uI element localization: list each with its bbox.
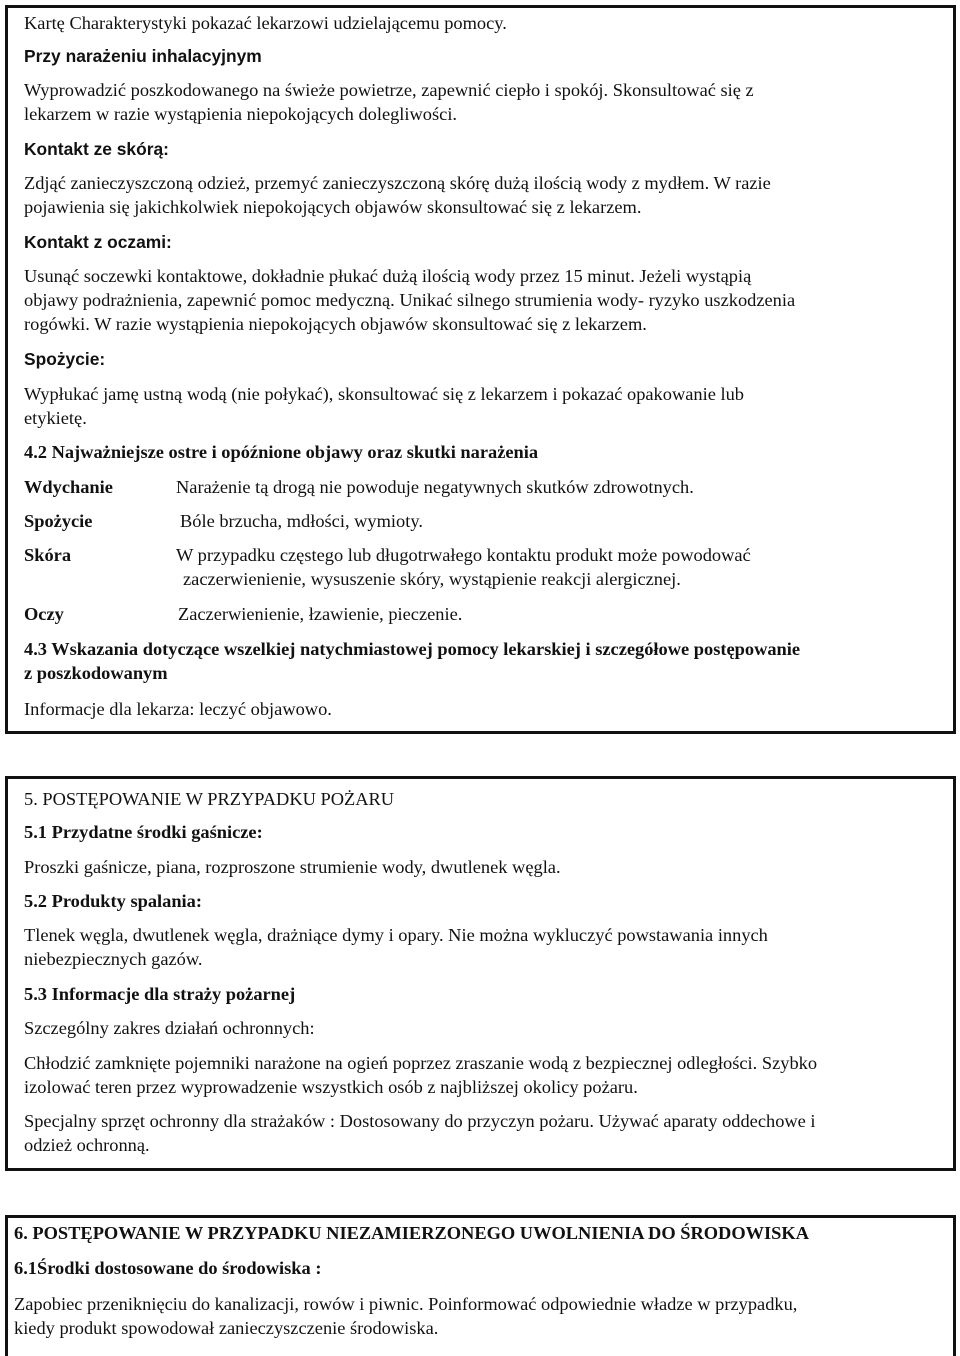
skin-contact-text-line: pojawienia się jakichkolwiek niepokojących objawów skonsultować się z lekarzem. <box>24 197 642 217</box>
section-5-3-text-line: izolować teren przez wyprowadzenie wszystkich osób z najbliższej okolicy pożaru. <box>24 1077 638 1097</box>
section-4-3-text: Informacje dla lekarza: leczyć objawowo. <box>24 699 332 719</box>
section-5-heading: 5. POSTĘPOWANIE W PRZYPADKU POŻARU <box>24 789 395 809</box>
symptom-label: Wdychanie <box>24 477 113 497</box>
intro-text: Kartę Charakterystyki pokazać lekarzowi udzielającemu pomocy. <box>24 13 507 33</box>
ingestion-text-line: etykietę. <box>24 408 87 428</box>
section-5-3-equipment-line: Specjalny sprzęt ochronny dla strażaków : Dostosowany do przyczyn pożaru. Używać aparaty oddechowe i <box>24 1111 816 1131</box>
section-5-1-text: Proszki gaśnicze, piana, rozproszone strumienie wody, dwutlenek węgla. <box>24 857 561 877</box>
section-4-3-heading: 4.3 Wskazania dotyczące wszelkiej natychmiastowej pomocy lekarskiej i szczegółowe postępowanie <box>24 639 801 659</box>
skin-contact-text-line: Zdjąć zanieczyszczoną odzież, przemyć zanieczyszczoną skórę dużą ilością wody z mydłem. W razie <box>24 173 771 193</box>
section-5-3-heading: 5.3 Informacje dla straży pożarnej <box>24 984 296 1004</box>
symptom-label: Oczy <box>24 604 64 624</box>
eye-contact-heading: Kontakt z oczami: <box>24 232 172 252</box>
symptom-text: W przypadku częstego lub długotrwałego kontaktu produkt może powodować <box>176 545 751 565</box>
ingestion-text-line: Wypłukać jamę ustną wodą (nie połykać), skonsultować się z lekarzem i pokazać opakowanie lub <box>24 384 744 404</box>
section-5-3-text-line: Chłodzić zamknięte pojemniki narażone na ogień poprzez zraszanie wodą z bezpiecznej odległości. Szybko <box>24 1053 818 1073</box>
section-6-1-text-line: kiedy produkt spowodował zanieczyszczenie środowiska. <box>14 1318 439 1338</box>
section-5-2-text-line: niebezpiecznych gazów. <box>24 949 203 969</box>
section-6-1-text-line: Zapobiec przeniknięciu do kanalizacji, rowów i piwnic. Poinformować odpowiednie władze w przypadku, <box>14 1294 798 1314</box>
eye-contact-text-line: rogówki. W razie wystąpienia niepokojących objawów skonsultować się z lekarzem. <box>24 314 647 334</box>
section-5-2-text-line: Tlenek węgla, dwutlenek węgla, drażniące dymy i opary. Nie można wykluczyć powstawania innych <box>24 925 768 945</box>
symptom-label: Skóra <box>24 545 72 565</box>
eye-contact-text-line: objawy podrażnienia, zapewnić pomoc medyczną. Unikać silnego strumienia wody- ryzyko uszkodzenia <box>24 290 796 310</box>
eye-contact-text-line: Usunąć soczewki kontaktowe, dokładnie płukać dużą ilością wody przez 15 minut. Jeżeli wystąpią <box>24 266 752 286</box>
skin-contact-heading: Kontakt ze skórą: <box>24 139 169 159</box>
inhalation-text-line: Wyprowadzić poszkodowanego na świeże powietrze, zapewnić ciepło i spokój. Skonsultować się z <box>24 80 754 100</box>
section-5-1-heading: 5.1 Przydatne środki gaśnicze: <box>24 822 263 842</box>
section-5-3-equipment-line: odzież ochronną. <box>24 1135 150 1155</box>
section-5-3-subheading: Szczególny zakres działań ochronnych: <box>24 1018 315 1038</box>
symptom-text: Zaczerwienienie, łzawienie, pieczenie. <box>178 604 463 624</box>
inhalation-heading: Przy narażeniu inhalacyjnym <box>24 46 262 66</box>
section-5-2-heading: 5.2 Produkty spalania: <box>24 891 202 911</box>
section-6-heading: 6. POSTĘPOWANIE W PRZYPADKU NIEZAMIERZONEGO UWOLNIENIA DO ŚRODOWISKA <box>14 1223 809 1243</box>
section-6-1-heading: 6.1Środki dostosowane do środowiska : <box>14 1258 322 1278</box>
symptom-text: Bóle brzucha, mdłości, wymioty. <box>180 511 423 531</box>
symptom-text: Narażenie tą drogą nie powoduje negatywnych skutków zdrowotnych. <box>176 477 694 497</box>
inhalation-text-line: lekarzem w razie wystąpienia niepokojących dolegliwości. <box>24 104 458 124</box>
section-4-2-heading: 4.2 Najważniejsze ostre i opóźnione objawy oraz skutki narażenia <box>24 442 539 462</box>
ingestion-heading: Spożycie: <box>24 349 106 369</box>
symptom-label: Spożycie <box>24 511 93 531</box>
symptom-text: zaczerwienienie, wysuszenie skóry, wystąpienie reakcji alergicznej. <box>183 569 681 589</box>
section-4-3-heading: z poszkodowanym <box>24 663 168 683</box>
